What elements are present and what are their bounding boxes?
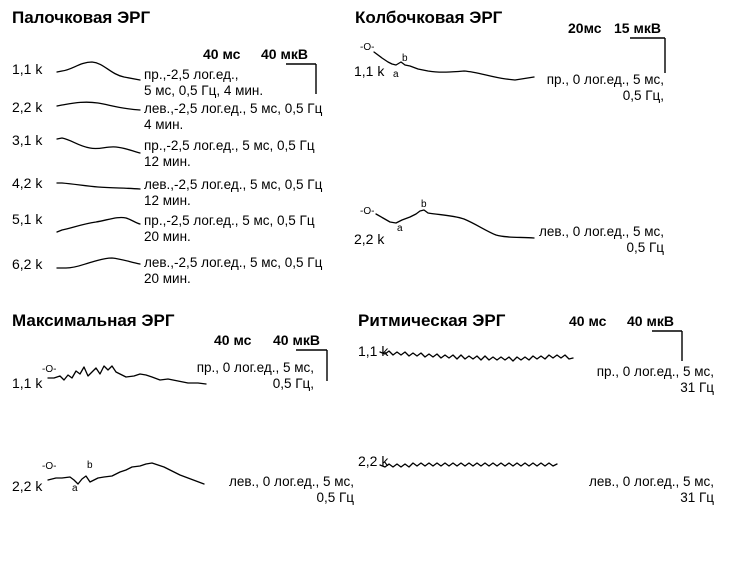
trace-flicker-1	[380, 351, 573, 361]
scale-amplitude-max: 40 мкВ	[273, 332, 320, 348]
trace-description: лев.,-2,5 лог.ед., 5 мс, 0,5 Гц 4 мин.	[144, 101, 323, 132]
trace-description: пр.,-2,5 лог.ед., 5 мс, 0,5 Гц 20 мин.	[144, 213, 315, 244]
scale-bar-flicker	[652, 331, 682, 361]
trace-label: 1,1 k	[358, 343, 389, 359]
marker-o: -O-	[42, 461, 57, 472]
trace-description: пр., 0 лог.ед., 5 мс, 31 Гц	[596, 364, 714, 395]
trace-max-1	[48, 366, 206, 384]
trace-description: лев., 0 лог.ед., 5 мс, 31 Гц	[588, 474, 714, 505]
trace-cone-2	[376, 210, 534, 238]
scale-amplitude-flicker: 40 мкВ	[627, 313, 674, 329]
marker-b: b	[402, 53, 408, 64]
scale-time-cone: 20мс	[568, 20, 602, 36]
trace-rod-6	[57, 258, 140, 268]
scale-time-rod: 40 мс	[203, 46, 241, 62]
scale-bar-rod	[286, 64, 316, 94]
trace-label: 6,2 k	[12, 256, 43, 272]
trace-description: лев.,-2,5 лог.ед., 5 мс, 0,5 Гц 20 мин.	[144, 255, 323, 286]
trace-max-2	[48, 463, 204, 484]
marker-b: b	[421, 199, 427, 210]
trace-description: пр.,-2,5 лог.ед., 5 мс, 0,5 Гц 12 мин.	[144, 138, 315, 169]
trace-description: лев.,-2,5 лог.ед., 5 мс, 0,5 Гц 12 мин.	[144, 177, 323, 208]
scale-amplitude-cone: 15 мкВ	[614, 20, 661, 36]
panel-title-flicker: Ритмическая ЭРГ	[358, 311, 506, 330]
marker-a: a	[72, 483, 78, 494]
marker-a: a	[397, 223, 403, 234]
trace-label: 2,2 k	[358, 453, 389, 469]
trace-label: 2,2 k	[12, 478, 43, 494]
trace-label: 2,2 k	[354, 231, 385, 247]
trace-label: 4,2 k	[12, 175, 43, 191]
scale-amplitude-rod: 40 мкВ	[261, 46, 308, 62]
trace-label: 2,2 k	[12, 99, 43, 115]
scale-time-max: 40 мс	[214, 332, 252, 348]
trace-description: пр.,-2,5 лог.ед., 5 мс, 0,5 Гц, 4 мин.	[144, 67, 264, 98]
trace-description: пр., 0 лог.ед., 5 мс, 0,5 Гц,	[196, 360, 314, 391]
trace-label: 1,1 k	[12, 61, 43, 77]
trace-label: 1,1 k	[354, 63, 385, 79]
trace-rod-3	[57, 138, 140, 153]
scale-time-flicker: 40 мс	[569, 313, 607, 329]
marker-o: -O-	[360, 42, 375, 53]
panel-title-cone: Колбочковая ЭРГ	[355, 8, 503, 27]
marker-b: b	[87, 460, 93, 471]
trace-label: 3,1 k	[12, 132, 43, 148]
scale-bar-max	[296, 350, 327, 381]
trace-rod-5	[57, 217, 140, 232]
trace-label: 1,1 k	[12, 375, 43, 391]
trace-flicker-2	[380, 463, 557, 467]
scale-bar-cone	[630, 38, 665, 73]
trace-rod-2	[57, 102, 140, 110]
panel-title-max: Максимальная ЭРГ	[12, 311, 175, 330]
trace-label: 5,1 k	[12, 211, 43, 227]
trace-rod-1	[57, 62, 140, 80]
marker-a: a	[393, 69, 399, 80]
marker-o: -O-	[42, 364, 57, 375]
trace-description: лев., 0 лог.ед., 5 мс, 0,5 Гц	[538, 224, 664, 255]
trace-rod-4	[57, 183, 140, 189]
trace-description: пр., 0 лог.ед., 5 мс, 0,5 Гц,	[546, 72, 664, 103]
trace-description: лев., 0 лог.ед., 5 мс, 0,5 Гц	[228, 474, 354, 505]
panel-title-rod: Палочковая ЭРГ	[12, 8, 151, 27]
trace-cone-1	[374, 52, 534, 80]
marker-o: -O-	[360, 206, 375, 217]
